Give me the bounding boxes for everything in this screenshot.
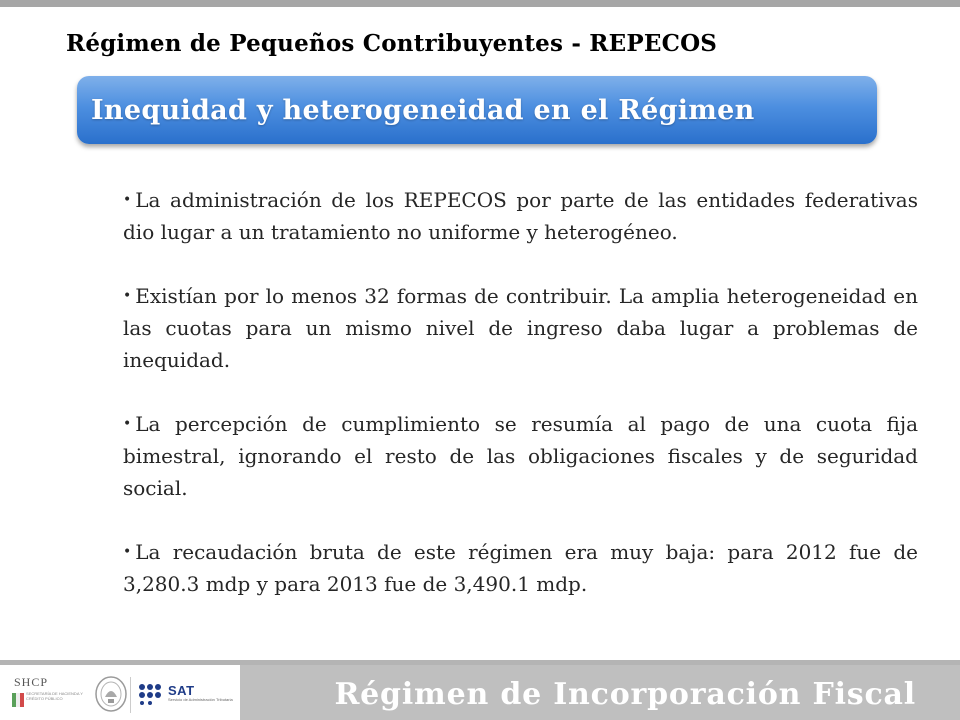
bullet-item (123, 408, 918, 504)
shcp-logo-text: SHCP (14, 675, 49, 689)
logo-divider (130, 677, 131, 713)
bullet-text: La recaudación bruta de este régimen era muy baja: para 2012 fue de 3,280.3 mdp y para 2013 fue de 3,490.1 mdp. (123, 540, 918, 596)
shcp-logo (8, 675, 88, 713)
bullet-text: Existían por lo menos 32 formas de contribuir. La amplia heterogeneidad en las cuotas para un mismo nivel de ingreso daba lugar a problemas de inequidad. (123, 284, 918, 372)
sat-subtitle: Servicio de Administración Tributaria (168, 697, 233, 702)
bullet-item (123, 280, 918, 376)
bullet-dot: • (123, 544, 132, 560)
bullet-dot: • (123, 416, 132, 432)
bullet-text: La administración de los REPECOS por parte de las entidades federativas dio lugar a un tratamiento no uniforme y heterogéneo. (123, 188, 918, 244)
footer-bar (240, 665, 960, 720)
footer (0, 660, 960, 720)
shcp-subtitle: SECRETARÍA DE HACIENDA Y CRÉDITO PÚBLICO (26, 691, 83, 701)
sat-logo-text: SAT (168, 683, 195, 698)
bullet-list (123, 184, 918, 632)
sat-dots-icon (138, 683, 164, 705)
bullet-item (123, 184, 918, 248)
mexico-flag-icon (12, 693, 24, 707)
bullet-text: La percepción de cumplimiento se resumía al pago de una cuota fija bimestral, ignorando el resto de las obligaciones fiscales y de seguridad social. (123, 412, 918, 500)
top-rule (0, 0, 960, 7)
footer-title: Régimen de Incorporación Fiscal (334, 677, 916, 712)
bullet-dot: • (123, 288, 132, 304)
sat-logo (138, 681, 238, 707)
banner-text: Inequidad y heterogeneidad en el Régimen (91, 94, 755, 126)
bullet-dot: • (123, 192, 132, 208)
slide-title: Régimen de Pequeños Contribuyentes - REPECOS (66, 30, 718, 57)
section-banner (77, 76, 877, 144)
bullet-item (123, 536, 918, 600)
national-seal-icon (94, 675, 128, 713)
logo-area (0, 665, 240, 720)
